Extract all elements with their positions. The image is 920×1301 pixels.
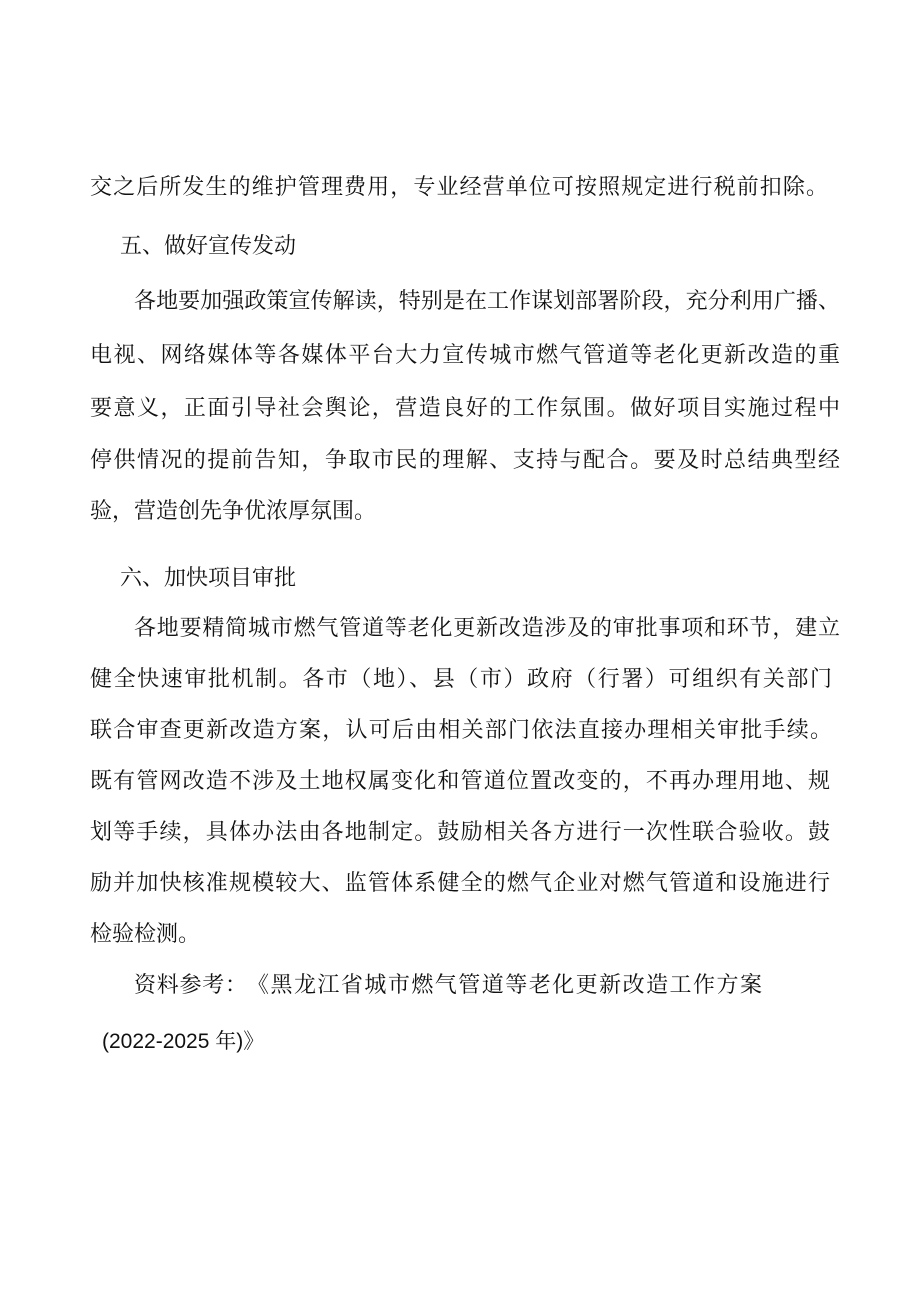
reference-title: 《黑龙江省城市燃气管道等老化更新改造工作方案 (247, 973, 762, 998)
document-page: 交之后所发生的维护管理费用，专业经营单位可按照规定进行税前扣除。 五、做好宣传发动 各地要加强政策宣传解读，特别是在工作谋划部署阶段，充分利用广播、 电视、网络媒体等各媒体平台大力宣传城市燃气管道等老化更新改造的重 要意义，正面引导社会舆论，营造良好的工作氛围。做好项目实施过程中 停供情况的提前告知，争取市民的理解、支持与配合。要及时总结典型经 验，营造创先争优浓厚氛围。 六、加快项目审批 各地要精简城市燃气管道等老化更新改造涉及的审批事项和环节，建立 健全快速审批机制。各市（地）、县（市）政府（行署）可组织有关部门 联合审查更新改造方案，认可后由相关部门依法直接办理相关审批手续。 既有管网改造不涉及土地权属变化和管道位置改变的，不再办理用地、规 划等手续，具体办法由各地制定。鼓励相关各方进行一次性联合验收。鼓 励并加快核准规模较大、监管体系健全的燃气企业对燃气管道和设施进行 检验检测。 资料参考： 《黑龙江省城市燃气管道等老化更新改造工作方案 (2022-2025 年)》 (0, 0, 920, 1301)
reference-label: 资料参考： (134, 973, 247, 998)
reference-title-years: (2022-2025 年)》 (102, 1030, 265, 1053)
